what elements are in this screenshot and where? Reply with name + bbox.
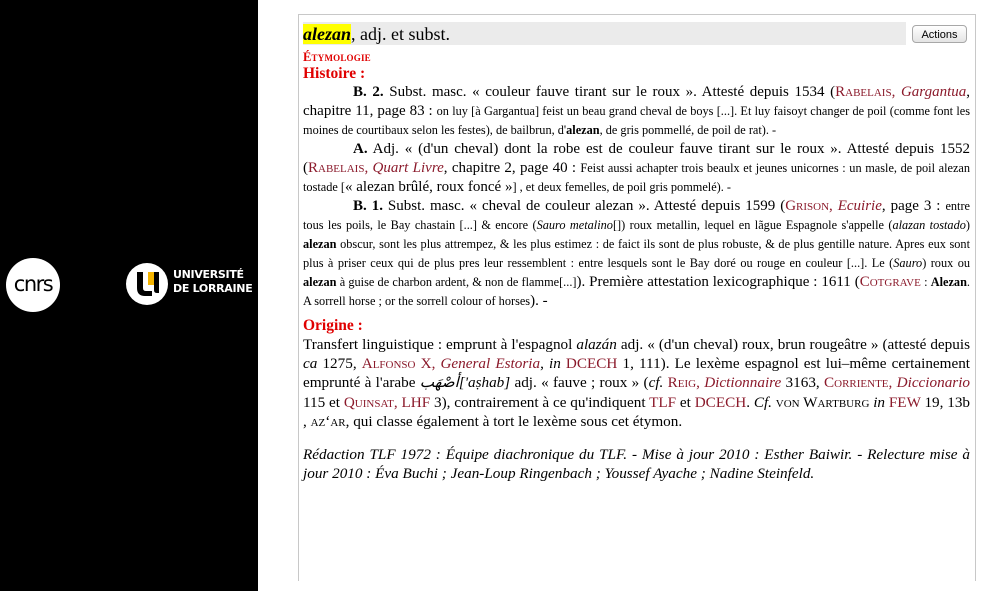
o-t7b: , [393, 393, 402, 411]
o-t5c: , [696, 374, 705, 392]
b1-author-link[interactable]: Grison [785, 198, 830, 214]
corriente-link[interactable]: Corriente [824, 374, 889, 392]
cnrs-logo [6, 258, 60, 312]
b1-mid: ). Première attestation lexicographique : 1611 ( [576, 274, 860, 290]
etymology-content [303, 49, 970, 483]
o-t4: 1, 111). Le lexème espagnol est lui–même certainement emprunté à l'arabe [303, 355, 971, 392]
diccionario-link[interactable]: Diccionario [896, 374, 971, 392]
b1-quote-c: ) [965, 218, 970, 232]
b1-quote-b: []) roux metallin, lequel en lãgue Espagnole s'appelle ( [612, 218, 893, 232]
dcech-link-1[interactable]: DCECH [565, 355, 618, 373]
a-quote-b: ] , et deux femelles, de poil gris pommelé). [512, 180, 724, 194]
origine-heading: Origine : [303, 317, 363, 334]
b1-end: ). - [530, 293, 548, 309]
b1-location: , page 3 : [881, 198, 946, 214]
o-in1: in [548, 355, 561, 373]
b2-author-link[interactable]: Rabelais [835, 84, 892, 100]
b1-work-link[interactable]: Ecuirie [837, 198, 882, 214]
entry-panel [298, 14, 976, 581]
o-cf1: cf. [648, 374, 664, 392]
university-line1: UNIVERSITÉ [173, 268, 244, 281]
a-quote-a: Feist aussi achapter trois beaulx et jeunes unicornes : un masle, de poil alezan tostade [ [303, 161, 971, 194]
b2-label: B. 2. [353, 84, 384, 100]
o-t3: 1275, [317, 355, 362, 373]
headword: alezan [303, 24, 352, 44]
b2-quote-b: , de gris pommellé, de poil de rat). [599, 123, 769, 137]
a-end: - [723, 180, 732, 194]
b1-quote2-a: : [920, 275, 931, 289]
o-t9: et [676, 393, 695, 411]
b1-label: B. 1. [353, 198, 383, 214]
history-entry-b2 [303, 83, 970, 140]
b1-quote-f: à guise de charbon ardent, & non de flamme[...] [336, 275, 577, 289]
b1-quote-d: obscur, sont les plus attrempez, & les plus estimez : de faict ils sont de plus robuste, & de plus gentille nature. Apres eux sont plus à priser ceux qui de plus pres leur ressemblent : entre lesquels sont le Bay doré ou rouge en couleur [...]. Le ( [303, 237, 970, 270]
b1-quote-bold1: alezan [303, 237, 337, 251]
o-cf2: Cf. [753, 393, 772, 411]
b2-location: , chapitre 11, page 83 : [303, 84, 970, 119]
cnrs-logo-text: cnrs [13, 272, 53, 296]
alfonso-link[interactable]: Alfonso X [361, 355, 432, 373]
o-t3c: , [540, 355, 549, 373]
lhf-link[interactable]: LHF [401, 393, 431, 411]
a-definition: Adj. « (d'un cheval) dont la robe est de couleur fauve tirant sur le roux ». Attesté depuis 1552 ( [303, 141, 970, 176]
headword-pos: , adj. et subst. [351, 24, 451, 44]
b1-quote-ital2: alazan tostado [892, 218, 966, 232]
b1-quote-ital3: Sauro [893, 256, 923, 270]
o-arabic: أصْهَب [419, 374, 459, 392]
tlf-link[interactable]: TLF [649, 393, 677, 411]
a-location: , chapitre 2, page 40 : [443, 160, 581, 176]
o-t6b: , [888, 374, 897, 392]
a-sep: , [364, 160, 373, 176]
o-t8: 3), contrairement à ce qu'indiquent [430, 393, 650, 411]
o-t10: . [746, 393, 754, 411]
b1-quote-e: ) roux ou [922, 256, 970, 270]
a-label: A. [353, 141, 368, 157]
o-t5: adj. « fauve ; roux » ( [510, 374, 649, 392]
redaction-credits: Rédaction TLF 1972 : Équipe diachronique du TLF. - Mise à jour 2010 : Esther Baiwir. - Relecture mise à jour 2010 : Éva Buchi ; Jean-Loup Ringenbach ; Youssef Ayache ; Nadine Steinfeld. [303, 446, 970, 483]
sidebar [0, 0, 258, 591]
o-t6: 3163, [781, 374, 825, 392]
b2-definition: Subst. masc. « couleur fauve tirant sur le roux ». Attesté depuis 1534 ( [383, 84, 836, 100]
etymologie-heading: Étymologie [303, 50, 371, 64]
a-author-link[interactable]: Rabelais [308, 160, 365, 176]
dictionnaire-link[interactable]: Dictionnaire [704, 374, 782, 392]
reig-link[interactable]: Reig [667, 374, 697, 392]
university-line2: DE LORRAINE [173, 282, 253, 295]
o-t3b: , [431, 355, 441, 373]
b1-quote-ital1: Sauro metalino [536, 218, 613, 232]
entry-title [303, 24, 450, 44]
b1-author2-link[interactable]: Cotgrave [859, 274, 921, 290]
b2-work-link[interactable]: Gargantua [900, 84, 967, 100]
b1-quote-a: entre tous les poils, le Bay chastain [...] & encore ( [303, 199, 971, 232]
o-von-wartburg: von Wartburg [775, 393, 870, 411]
b1-quote-bold2: alezan [303, 275, 337, 289]
o-t12: 19, 13b , [303, 393, 971, 430]
b1-quote2-b: . A sorrell horse ; or the sorrell colour of horses [303, 275, 970, 308]
universite-lorraine-wordmark [173, 268, 253, 296]
b2-sep: , [891, 84, 901, 100]
o-t2: adj. « (d'un cheval) roux, brun rougeâtre » (attesté depuis [616, 336, 970, 353]
o-t13: , qui classe également à tort le lexème sous cet étymon. [345, 412, 683, 430]
o-azar: az‘ar [310, 412, 346, 430]
b1-definition: Subst. masc. « cheval de couleur alezan ». Attesté depuis 1599 ( [382, 198, 786, 214]
o-ashab: ['aṣhab] [458, 374, 511, 392]
o-ca: ca [303, 355, 318, 373]
a-quote-gloss: « alezan brûlé, roux foncé » [345, 179, 513, 195]
o-alazan: alazán [576, 336, 617, 353]
b1-quote2-bold: Alezan [930, 275, 967, 289]
o-in2: in [873, 393, 886, 411]
few-link[interactable]: FEW [888, 393, 921, 411]
origine-paragraph [303, 335, 970, 431]
b1-sep: , [829, 198, 838, 214]
o-t7: 115 et [303, 393, 344, 411]
quinsat-link[interactable]: Quinsat [343, 393, 394, 411]
history-entry-a [303, 140, 970, 197]
histoire-heading: Histoire : [303, 65, 366, 82]
b2-quote-a: on luy [à Gargantua] feist un beau grand cheval de boys [...]. Et luy faisoyt changer de poil (comme font les moines de courtibaux selon les festes), de bailbrun, d' [303, 104, 970, 137]
dcech-link-2[interactable]: DCECH [694, 393, 747, 411]
a-work-link[interactable]: Quart Livre [372, 160, 444, 176]
b2-quote-bold: alezan [566, 123, 600, 137]
b2-end: - [768, 123, 777, 137]
estoria-link[interactable]: General Estoria [440, 355, 541, 373]
o-t1: Transfert linguistique : emprunt à l'espagnol [303, 336, 577, 353]
actions-button[interactable]: Actions [912, 25, 967, 43]
history-entry-b1 [303, 197, 970, 311]
universite-lorraine-logo-icon [126, 263, 168, 305]
